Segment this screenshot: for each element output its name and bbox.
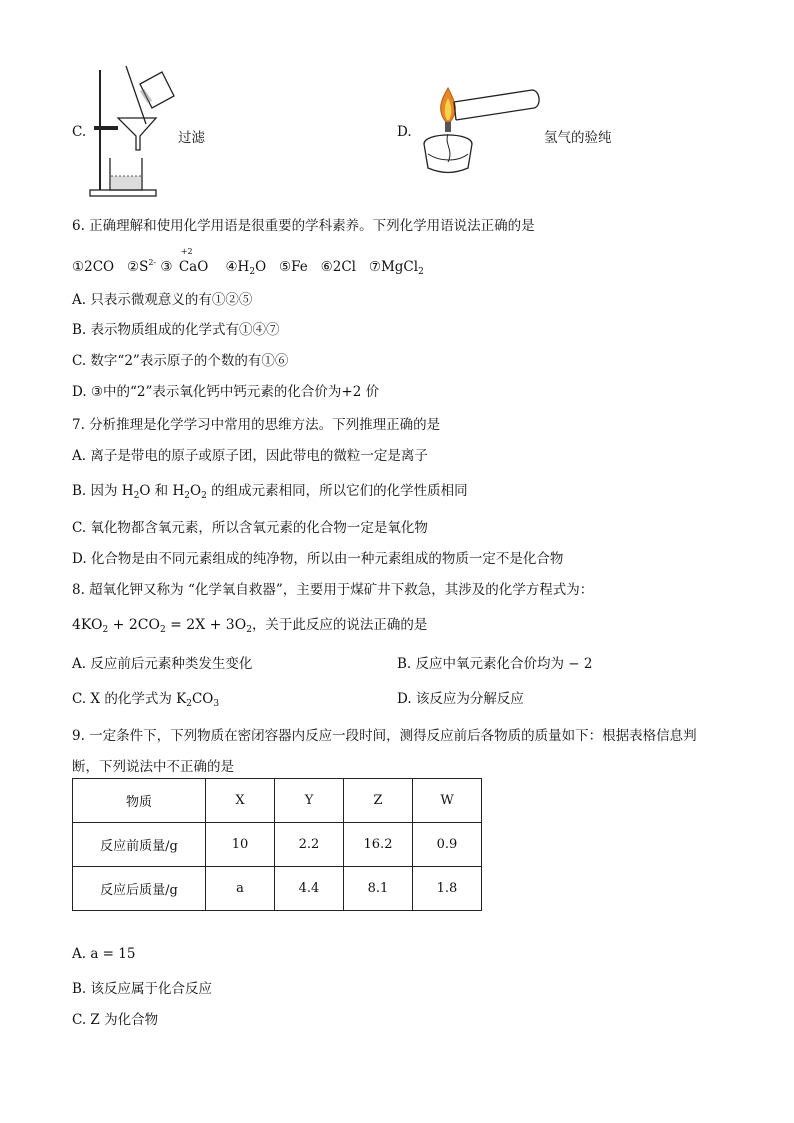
q8-equation: $4KO_2 + 2CO_2 = 2X + 3O_2$，关于此反应的说法正确的是 — [72, 617, 428, 635]
q6-items — [72, 247, 424, 277]
hydrogen-purity-test-image — [414, 88, 544, 178]
table-header-cell: Y — [275, 779, 344, 823]
q9-mass-table — [72, 778, 482, 911]
option-c-caption: 过滤 — [178, 130, 205, 146]
q7-option-c[interactable]: C. 氧化物都含氧元素，所以含氧元素的化合物一定是氧化物 — [72, 520, 428, 536]
filtration-apparatus-image — [90, 62, 190, 202]
q6-item-4: $④H_2O$ — [225, 259, 267, 277]
table-cell: 0.9 — [413, 823, 482, 867]
table-header-cell: X — [206, 779, 275, 823]
q6-stem: 6. 正确理解和使用化学用语是很重要的学科素养。下列化学用语说法正确的是 — [72, 218, 535, 234]
q6-item-1: ①2CO — [72, 259, 115, 275]
q7-stem: 7. 分析推理是化学学习中常用的思维方法。下列推理正确的是 — [72, 417, 441, 433]
table-cell: 4.4 — [275, 867, 344, 911]
q7-option-b[interactable]: B. 因为 $H_2O$ 和 $H_2O_2$ 的组成元素相同，所以它们的化学性质相同 — [72, 483, 468, 501]
q9-option-a[interactable]: A. a = 15 — [72, 946, 136, 962]
option-d-letter: D. — [397, 124, 412, 140]
table-header-row — [73, 779, 482, 823]
option-d-caption: 氢气的验纯 — [544, 130, 612, 146]
table-cell: 反应后质量/g — [73, 867, 206, 911]
q6-option-c[interactable]: C. 数字“2”表示原子的个数的有①⑥ — [72, 353, 289, 369]
table-cell: 10 — [206, 823, 275, 867]
q8-option-c[interactable]: C. X 的化学式为 $K_2CO_3$ — [72, 691, 220, 709]
table-cell: a — [206, 867, 275, 911]
table-cell: 2.2 — [275, 823, 344, 867]
q6-item-5: ⑤Fe — [279, 259, 308, 275]
q9-option-b[interactable]: B. 该反应属于化合反应 — [72, 981, 213, 997]
table-header-cell: W — [413, 779, 482, 823]
q6-item-3: ③ +2 CaO — [160, 247, 209, 275]
q7-option-a[interactable]: A. 离子是带电的原子或原子团，因此带电的微粒一定是离子 — [72, 448, 428, 464]
table-row — [73, 823, 482, 867]
q9-stem-line2: 断，下列说法中不正确的是 — [72, 759, 234, 775]
q6-valence-mark: +2 — [180, 247, 193, 256]
q8-option-a[interactable]: A. 反应前后元素种类发生变化 — [72, 656, 253, 672]
option-c-letter: C. — [72, 124, 87, 140]
table-row — [73, 867, 482, 911]
q6-option-d[interactable]: D. ③中的“2”表示氧化钙中钙元素的化合价为+2 价 — [72, 384, 380, 400]
q6-option-a[interactable]: A. 只表示微观意义的有①②⑤ — [72, 292, 253, 308]
q6-item-7: ⑦MgCl$_2$ — [368, 259, 424, 277]
table-cell: 16.2 — [344, 823, 413, 867]
table-cell: 8.1 — [344, 867, 413, 911]
table-cell: 反应前质量/g — [73, 823, 206, 867]
q7-option-d[interactable]: D. 化合物是由不同元素组成的纯净物，所以由一种元素组成的物质一定不是化合物 — [72, 551, 564, 567]
q8-option-b[interactable]: B. 反应中氧元素化合价均为 − 2 — [397, 656, 593, 672]
q6-option-b[interactable]: B. 表示物质组成的化学式有①④⑦ — [72, 322, 280, 338]
q6-item-6: ⑥2Cl — [320, 259, 356, 275]
table-header-cell: 物质 — [73, 779, 206, 823]
q9-option-c[interactable]: C. Z 为化合物 — [72, 1012, 159, 1028]
q9-stem-line1: 9. 一定条件下，下列物质在密闭容器内反应一段时间，测得反应前后各物质的质量如下：根据表格信息判 — [72, 728, 697, 744]
table-cell: 1.8 — [413, 867, 482, 911]
table-header-cell: Z — [344, 779, 413, 823]
q8-option-d[interactable]: D. 该反应为分解反应 — [397, 691, 524, 707]
q6-item-2: $②S^{2-}$ — [126, 258, 157, 275]
q8-stem: 8. 超氧化钾又称为 “化学氧自救器”，主要用于煤矿井下救急，其涉及的化学方程式为： — [72, 582, 594, 598]
